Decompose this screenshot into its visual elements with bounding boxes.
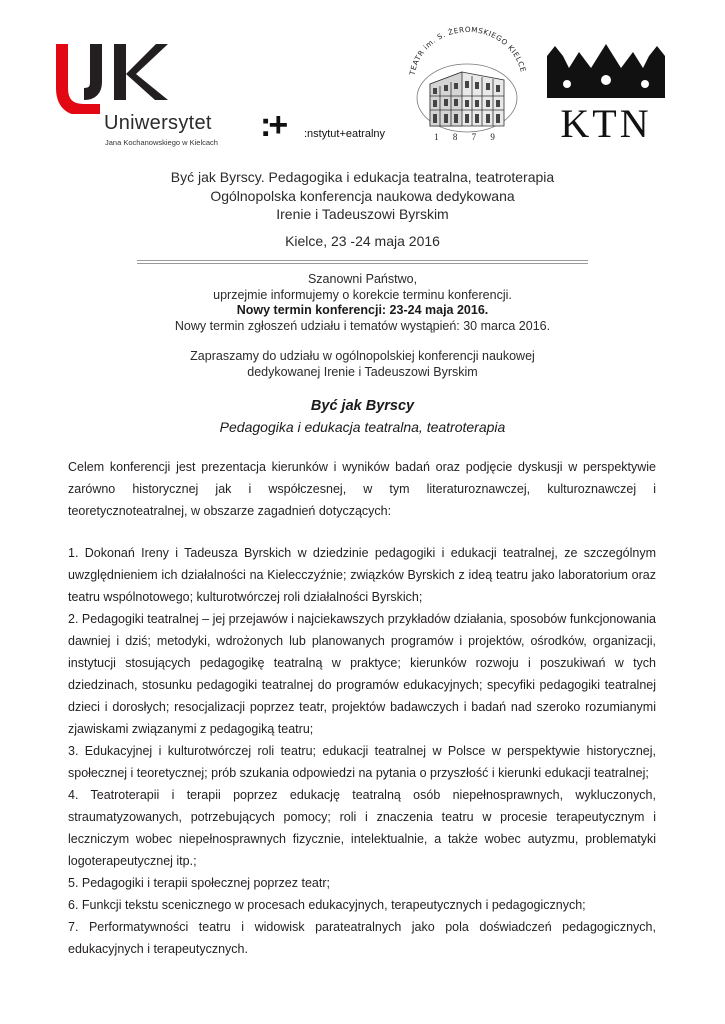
instytut-teatralny-logo bbox=[260, 108, 410, 148]
ujk-logo-mark bbox=[52, 42, 172, 114]
theatre-seal-year: 1 8 7 9 bbox=[434, 132, 501, 142]
instytut-logo-mark: :+ bbox=[260, 106, 286, 144]
list-item: 7. Performatywności teatru i widowisk parateatralnych jako pola doświadczeń pedagogicznych, edukacyjnych i terapeutycznych. bbox=[68, 920, 656, 956]
svg-text:TEATR im. S. ŻEROMSKIEGO KIELC bbox=[407, 26, 528, 77]
topics-list bbox=[68, 542, 656, 960]
invitation-text bbox=[0, 349, 725, 380]
header-line-1: Być jak Byrscy. Pedagogika i edukacja teatralna, teatroterapia bbox=[170, 169, 555, 185]
header-divider-top bbox=[137, 260, 588, 261]
date-change-notice bbox=[0, 272, 725, 334]
crown-icon bbox=[545, 42, 667, 102]
conference-header bbox=[0, 168, 725, 224]
header-divider-bottom bbox=[137, 263, 588, 264]
conference-date: Kielce, 23 -24 maja 2016 bbox=[285, 233, 440, 249]
instytut-logo-text: :nstytut+eatralny bbox=[304, 128, 386, 140]
notice-deadline: Nowy termin zgłoszeń udziału i tematów wystąpień: 30 marca 2016. bbox=[174, 318, 551, 333]
theatre-seal-logo bbox=[400, 26, 535, 152]
ujk-logo-name: Uniwersytet bbox=[104, 112, 212, 134]
ujk-logo bbox=[52, 42, 247, 154]
notice-new-date: Nowy termin konferencji: 23-24 maja 2016. bbox=[236, 303, 489, 317]
list-item: 4. Teatroterapii i terapii poprzez edukację teatralną osób niepełnosprawnych, wykluczonych, straumatyzowanych, potrzebujących pomocy; roli i znaczenia teatru w procesie terapeutycznym i leczniczym wobec niepełnosprawnych fizycznie, intelektualnie, a także wobec autyzmu, problematyki logoterapeutycznej itp.; bbox=[68, 788, 656, 868]
notice-salutation: Szanowni Państwo, bbox=[307, 272, 418, 286]
conference-title: Być jak Byrscy bbox=[310, 398, 415, 414]
intro-paragraph: Celem konferencji jest prezentacja kierunków i wyników badań oraz podjęcie dyskusji w perspektywie zarówno historycznej jak i współczesnej, w tym literaturoznawczej, kulturoznawczej i teoretycznoteatralnej, w obszarze zagadnień dotyczących: bbox=[68, 460, 656, 518]
theatre-seal-arc-text: TEATR im. S. ŻEROMSKIEGO KIELCE bbox=[407, 26, 528, 76]
list-item: 2. Pedagogiki teatralnej – jej przejawów i najciekawszych przykładów działania, sposobów funkcjonowania dawniej i dziś; metodyki, wdrożonych lub planowanych programów i projektów, ośrodków, organizacji, instytucji stosujących pedagogikę teatralną w praktyce; kierunków rozwoju i poszukiwań w tych dziedzinach, stosunku pedagogiki teatralnej do programów edukacyjnych; specyfiki pedagogiki teatralnej dzieci i dorosłych; resocjalizacji poprzez teatr, projektów badawczych i badań nad szeroko rozumianymi zjawiskami związanymi z pedagogiką teatru; bbox=[68, 612, 656, 736]
theatre-building-icon bbox=[400, 26, 535, 134]
ujk-logo-subtitle: Jana Kochanowskiego w Kielcach bbox=[105, 138, 218, 147]
invitation-line-1: Zapraszamy do udziału w ogólnopolskiej konferencji naukowej bbox=[190, 349, 535, 363]
invitation-line-2: dedykowanej Irenie i Tadeuszowi Byrskim bbox=[247, 364, 478, 379]
list-item: 6. Funkcji tekstu scenicznego w procesach edukacyjnych, terapeutycznych i pedagogicznych; bbox=[68, 898, 586, 912]
header-line-2: Ogólnopolska konferencja naukowa dedykowana bbox=[210, 187, 515, 204]
list-item: 1. Dokonań Ireny i Tadeusza Byrskich w dziedzinie pedagogiki i edukacji teatralnej, ze szczególnym uwzględnieniem ich działalności na Kielecczyźnie; związków Byrskich z ideą teatru jako laboratorium oraz teatru wspólnotowego; kulturotwórczej roli działalności Byrskich; bbox=[68, 546, 656, 604]
ktn-logo-text: KTN bbox=[560, 101, 652, 146]
list-item: 3. Edukacyjnej i kulturotwórczej roli teatru; edukacji teatralnej w Polsce w perspektywie historycznej, społecznej i teoretycznej; prób szukania odpowiedzi na pytania o przyszłość i kierunki edukacji teatralnej; bbox=[68, 744, 656, 780]
list-item: 5. Pedagogiki i terapii społecznej poprzez teatr; bbox=[68, 876, 330, 890]
notice-line-2: uprzejmie informujemy o korekcie terminu konferencji. bbox=[213, 287, 512, 302]
header-line-3: Irenie i Tadeuszowi Byrskim bbox=[276, 206, 449, 222]
ktn-logo bbox=[545, 42, 667, 146]
conference-subtitle: Pedagogika i edukacja teatralna, teatroterapia bbox=[219, 419, 506, 435]
